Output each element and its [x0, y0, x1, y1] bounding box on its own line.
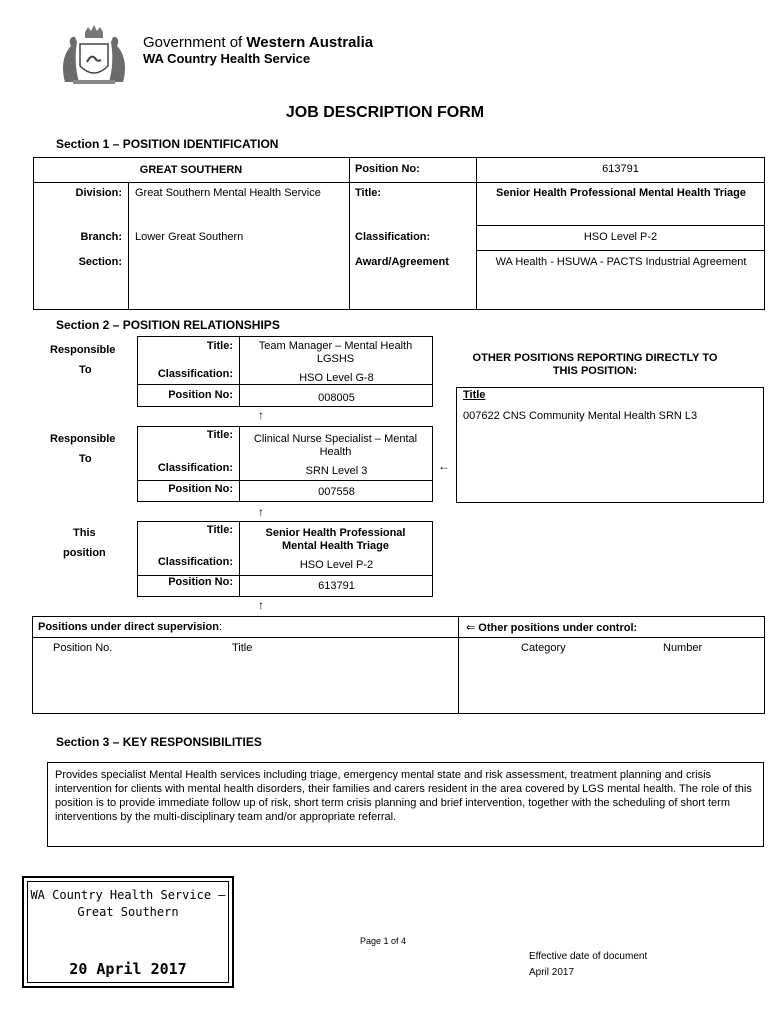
this-title: Senior Health Professional Mental Health Triage — [265, 527, 406, 552]
other-positions-col-title: Title — [463, 389, 486, 401]
responsibilities-text: Provides specialist Mental Health services including triage, emergency mental state and risk assessment, treatment planning and crisis intervention for clients with mental health disorders, their families and carers resident in the area covered by LGS mental health. The role of this position is to provide immediate follow up of risk, short term crisis planning and brief intervention, together with the scheduling of short term interventions by the multi-disciplinary team and/or appropriate referral. — [55, 769, 752, 823]
title-label: Title: — [355, 187, 382, 199]
resp2-posno-label: Position No: — [168, 483, 233, 495]
this-label-a: This — [73, 527, 96, 539]
resp1-label-a: Responsible — [50, 344, 116, 356]
this-class: HSO Level P-2 — [299, 559, 374, 571]
position-no-label: Position No: — [355, 163, 420, 175]
resp2-label-b: To — [79, 453, 92, 465]
page-number: Page 1 of 4 — [360, 936, 407, 946]
this-posno: 613791 — [318, 580, 355, 592]
other-positions-box — [456, 387, 764, 503]
branch-label: Branch: — [80, 231, 122, 243]
supervision-label: Positions under direct supervision: — [38, 621, 222, 633]
other-control-label: ⇐ Other positions under control: — [466, 622, 638, 634]
division-value: Great Southern Mental Health Service — [135, 187, 321, 199]
resp1-posno: 008005 — [318, 392, 355, 404]
this-posno-label: Position No: — [168, 576, 233, 588]
other-positions-item: 007622 CNS Community Mental Health SRN L3 — [463, 410, 698, 422]
stamp-date: 20 April 2017 — [69, 960, 187, 978]
wa-crest-logo — [55, 24, 133, 86]
arrow-left-icon: ⇐ — [466, 622, 476, 634]
col-position-no: Position No. — [53, 642, 113, 654]
this-label-b: position — [63, 547, 106, 559]
section3-heading: Section 3 – KEY RESPONSIBILITIES — [56, 735, 262, 749]
col-number: Number — [663, 642, 703, 654]
stamp-line1: WA Country Health Service – — [30, 888, 226, 902]
arrow-left-icon: ← — [438, 459, 450, 473]
resp2-class-label: Classification: — [157, 462, 233, 474]
classification-value: HSO Level P-2 — [583, 231, 658, 243]
resp2-class: SRN Level 3 — [305, 465, 368, 477]
effective-label: Effective date of document — [529, 951, 648, 962]
this-class-label: Classification: — [157, 556, 233, 568]
section2-heading: Section 2 – POSITION RELATIONSHIPS — [56, 318, 280, 332]
col-category: Category — [521, 642, 566, 654]
resp1-title: Team Manager – Mental Health LGSHS — [258, 340, 413, 365]
classification-label: Classification: — [355, 231, 431, 243]
resp2-label-a: Responsible — [50, 433, 116, 445]
region-label: GREAT SOUTHERN — [139, 164, 243, 176]
org-service: WA Country Health Service — [143, 51, 311, 66]
branch-value: Lower Great Southern — [135, 231, 244, 243]
resp2-title: Clinical Nurse Specialist – Mental Health — [253, 433, 418, 458]
section-label: Section: — [78, 256, 122, 268]
other-positions-heading: OTHER POSITIONS REPORTING DIRECTLY TO THIS POSITION: — [472, 352, 718, 377]
resp1-posno-label: Position No: — [168, 389, 233, 401]
col-title: Title — [232, 642, 253, 654]
resp1-label-b: To — [79, 364, 92, 376]
resp1-title-label: Title: — [206, 340, 233, 352]
award-label: Award/Agreement — [355, 256, 449, 268]
effective-date: April 2017 — [529, 967, 575, 978]
resp1-class-label: Classification: — [157, 368, 233, 380]
section1-heading: Section 1 – POSITION IDENTIFICATION — [56, 137, 279, 151]
title-value: Senior Health Professional Mental Health Triage — [495, 187, 746, 199]
position-no-value: 613791 — [602, 163, 639, 175]
award-value: WA Health - HSUWA - PACTS Industrial Agreement — [495, 256, 747, 268]
org-name: Government of Western Australia — [143, 34, 374, 51]
division-label: Division: — [75, 187, 122, 199]
resp2-posno: 007558 — [318, 486, 355, 498]
resp1-class: HSO Level G-8 — [299, 372, 374, 384]
arrow-up-icon: ↑ — [258, 505, 264, 519]
page-title: JOB DESCRIPTION FORM — [285, 104, 485, 121]
resp2-title-label: Title: — [206, 429, 233, 441]
arrow-up-icon: ↑ — [258, 598, 264, 612]
arrow-up-icon: ↑ — [258, 408, 264, 422]
this-title-label: Title: — [206, 524, 233, 536]
stamp-line2: Great Southern — [77, 905, 179, 919]
